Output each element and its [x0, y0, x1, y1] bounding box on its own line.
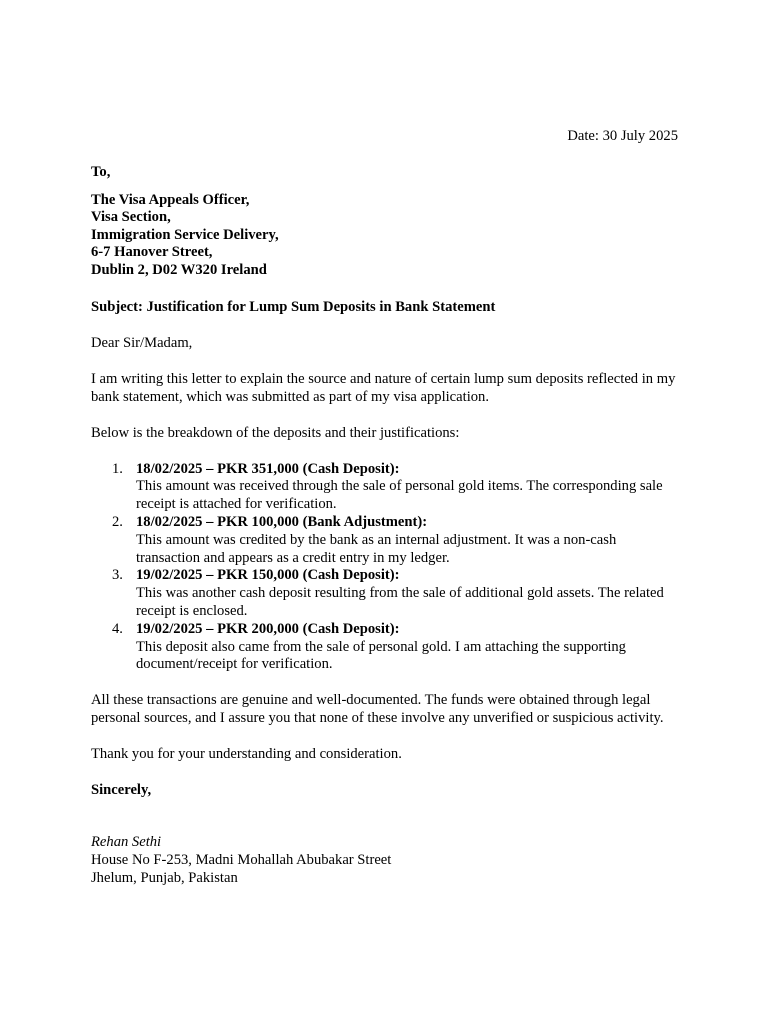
letter-date: Date: 30 July 2025 — [567, 128, 678, 144]
deposit-body: This was another cash deposit resulting from the sale of additional gold assets. The related receipt is enclosed. — [136, 585, 664, 619]
recipient-to: To, — [91, 163, 111, 180]
deposit-list — [91, 461, 678, 675]
deposit-item — [91, 621, 678, 674]
recipient-address — [91, 192, 678, 280]
address-line: The Visa Appeals Officer, — [91, 191, 250, 208]
deposit-body: This amount was credited by the bank as an internal adjustment. It was a non-cash transaction and appears as a credit entry in my ledger. — [136, 531, 617, 566]
deposit-number: 1. — [112, 460, 123, 477]
deposit-body: This deposit also came from the sale of personal gold. I am attaching the supporting document/receipt for verification. — [136, 638, 626, 673]
deposit-heading: 19/02/2025 – PKR 150,000 (Cash Deposit): — [136, 567, 400, 584]
intro-paragraph: I am writing this letter to explain the source and nature of certain lump sum deposits reflected in my bank statement, which was submitted as part of my visa application. — [91, 371, 676, 405]
thanks-paragraph: Thank you for your understanding and consideration. — [91, 745, 402, 762]
address-line: Dublin 2, D02 W320 Ireland — [91, 261, 267, 278]
deposit-body: This amount was received through the sale of personal gold items. The corresponding sale receipt is attached for verification. — [136, 478, 663, 513]
address-line: Immigration Service Delivery, — [91, 226, 279, 243]
deposit-heading: 18/02/2025 – PKR 100,000 (Bank Adjustment): — [136, 513, 428, 530]
deposit-item — [91, 514, 678, 567]
deposit-heading: 18/02/2025 – PKR 351,000 (Cash Deposit): — [136, 460, 400, 477]
salutation: Dear Sir/Madam, — [91, 335, 193, 352]
deposit-number: 3. — [112, 567, 123, 584]
letter-subject: Subject: Justification for Lump Sum Deposits in Bank Statement — [91, 298, 496, 315]
address-line: 6-7 Hanover Street, — [91, 244, 213, 261]
signature-address-line: Jhelum, Punjab, Pakistan — [91, 869, 238, 886]
assurance-paragraph: All these transactions are genuine and well-documented. The funds were obtained through legal personal sources, and I assure you that none of these involve any unverified or suspicious activity. — [91, 692, 664, 726]
deposit-number: 4. — [112, 620, 123, 637]
breakdown-intro: Below is the breakdown of the deposits and their justifications: — [91, 424, 460, 441]
closing: Sincerely, — [91, 781, 152, 798]
address-line: Visa Section, — [91, 209, 171, 226]
deposit-item — [91, 461, 678, 514]
signature-name: Rehan Sethi — [91, 834, 162, 851]
signature-address-line: House No F-253, Madni Mohallah Abubakar Street — [91, 852, 392, 869]
deposit-number: 2. — [112, 513, 123, 530]
deposit-heading: 19/02/2025 – PKR 200,000 (Cash Deposit): — [136, 620, 400, 637]
deposit-item — [91, 567, 678, 620]
